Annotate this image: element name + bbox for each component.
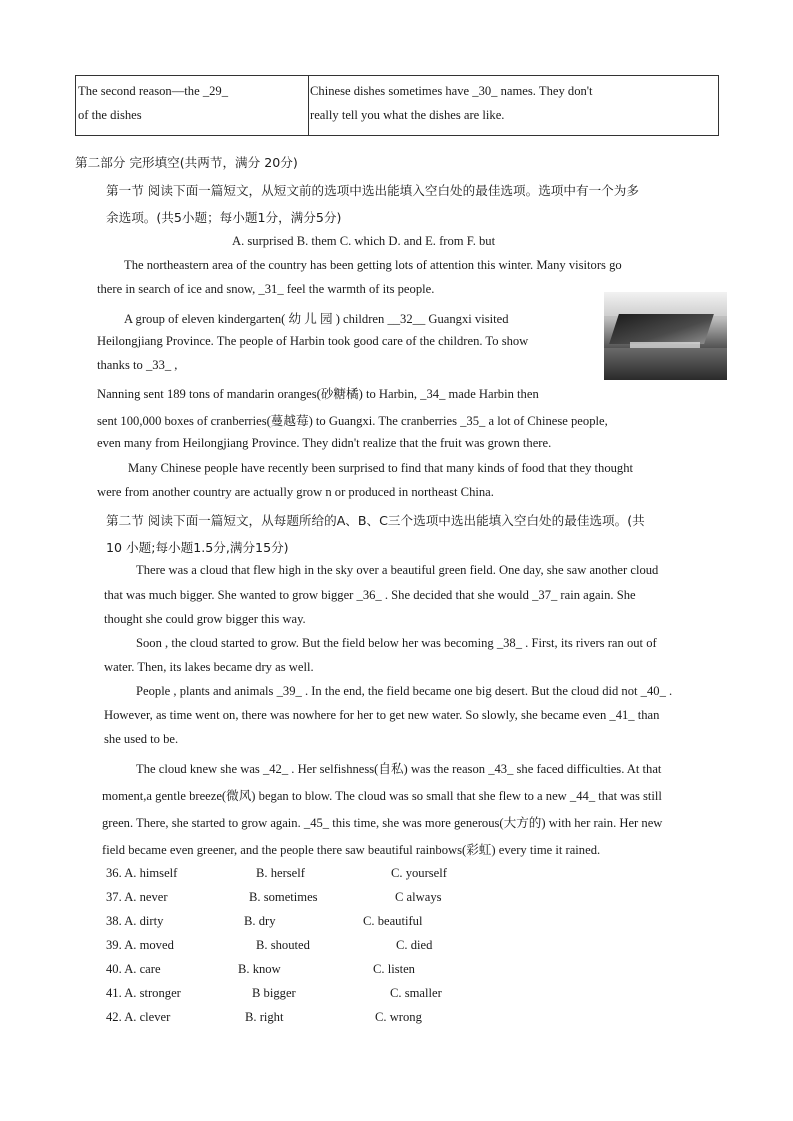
choice-b: B bigger bbox=[252, 986, 296, 1000]
choice-b: B. right bbox=[245, 1010, 284, 1024]
section1-instruction-line2: 余选项。(共5小题；每小题1分，满分5分) bbox=[106, 210, 342, 225]
passage1-line: were from another country are actually grow n or produced in northeast China. bbox=[97, 485, 494, 499]
choice-b: B. shouted bbox=[256, 938, 310, 952]
passage2-line: Soon , the cloud started to grow. But the field below her was becoming _38_ . First, its rivers ran out of bbox=[136, 636, 657, 650]
ice-sculpture-photo bbox=[604, 292, 727, 380]
passage2-line: field became even greener, and the people there saw beautiful rainbows(彩虹) every time it rained. bbox=[102, 843, 601, 857]
choice-c: C. yourself bbox=[391, 866, 447, 880]
choice-b: B. sometimes bbox=[249, 890, 318, 904]
reason-table bbox=[75, 75, 719, 136]
choice-a: 41. A. stronger bbox=[106, 986, 181, 1000]
table-cell-detail-line1: Chinese dishes sometimes have _30_ names. They don't bbox=[310, 84, 593, 98]
table-divider bbox=[308, 76, 309, 135]
choice-c: C. listen bbox=[373, 962, 415, 976]
table-cell-reason-line1: The second reason—the _29_ bbox=[78, 84, 229, 98]
passage2-line: moment,a gentle breeze(微风) began to blow. The cloud was so small that she flew to a new _44_ that was still bbox=[102, 789, 662, 803]
passage1-line: A group of eleven kindergarten( 幼 儿 园 ) children __32__ Guangxi visited bbox=[124, 312, 509, 326]
choice-a: 37. A. never bbox=[106, 890, 168, 904]
passage2-line: People , plants and animals _39_ . In the end, the field became one big desert. But the cloud did not _40_ . bbox=[136, 684, 673, 698]
passage2-line: However, as time went on, there was nowhere for her to get new water. So slowly, she became even _41_ than bbox=[104, 708, 660, 722]
passage2-line: There was a cloud that flew high in the sky over a beautiful green field. One day, she saw another cloud bbox=[136, 563, 659, 577]
passage2-line: thought she could grow bigger this way. bbox=[104, 612, 306, 626]
table-cell-reason-line2: of the dishes bbox=[78, 108, 142, 122]
choice-a: 38. A. dirty bbox=[106, 914, 164, 928]
choice-c: C. smaller bbox=[390, 986, 442, 1000]
section1-options: A. surprised B. them C. which D. and E. from F. but bbox=[232, 234, 496, 248]
choice-a: 36. A. himself bbox=[106, 866, 178, 880]
choice-b: B. herself bbox=[256, 866, 305, 880]
choice-b: B. know bbox=[238, 962, 281, 976]
choice-c: C. beautiful bbox=[363, 914, 423, 928]
section2-instruction-line2: 10 小题;每小题1.5分,满分15分) bbox=[106, 540, 289, 555]
passage2-line: that was much bigger. She wanted to grow bigger _36_ . She decided that she would _37_ rain again. She bbox=[104, 588, 636, 602]
section2-instruction-line1: 第二节 阅读下面一篇短文，从每题所给的A、B、C三个选项中选出能填入空白处的最佳选项。(共 bbox=[106, 513, 645, 528]
passage2-line: green. There, she started to grow again. _45_ this time, she was more generous(大方的) with her rain. Her new bbox=[102, 816, 663, 830]
choice-c: C. wrong bbox=[375, 1010, 422, 1024]
passage1-line: The northeastern area of the country has been getting lots of attention this winter. Many visitors go bbox=[124, 258, 622, 272]
choice-c: C. died bbox=[396, 938, 433, 952]
choice-a: 42. A. clever bbox=[106, 1010, 171, 1024]
part2-heading: 第二部分 完形填空(共两节，满分 20分) bbox=[75, 155, 298, 170]
passage2-line: water. Then, its lakes became dry as well. bbox=[104, 660, 314, 674]
choice-b: B. dry bbox=[244, 914, 276, 928]
choice-c: C always bbox=[395, 890, 442, 904]
table-cell-detail-line2: really tell you what the dishes are like. bbox=[310, 108, 505, 122]
choice-a: 39. A. moved bbox=[106, 938, 174, 952]
passage2-line: she used to be. bbox=[104, 732, 179, 746]
passage1-line: Many Chinese people have recently been surprised to find that many kinds of food that they thought bbox=[128, 461, 634, 475]
passage2-line: The cloud knew she was _42_ . Her selfishness(自私) was the reason _43_ she faced difficulties. At that bbox=[136, 762, 662, 776]
choice-a: 40. A. care bbox=[106, 962, 161, 976]
section1-instruction-line1: 第一节 阅读下面一篇短文，从短文前的选项中选出能填入空白处的最佳选项。选项中有一个为多 bbox=[106, 183, 639, 198]
passage1-line: Nanning sent 189 tons of mandarin oranges(砂糖橘) to Harbin, _34_ made Harbin then bbox=[97, 387, 539, 401]
passage1-line: thanks to _33_ , bbox=[97, 358, 178, 372]
passage1-line: sent 100,000 boxes of cranberries(蔓越莓) to Guangxi. The cranberries _35_ a lot of Chinese people, bbox=[97, 414, 608, 428]
passage1-line: even many from Heilongjiang Province. They didn't realize that the fruit was grown there. bbox=[97, 436, 552, 450]
passage1-line: there in search of ice and snow, _31_ feel the warmth of its people. bbox=[97, 282, 435, 296]
passage1-line: Heilongjiang Province. The people of Harbin took good care of the children. To show bbox=[97, 334, 529, 348]
